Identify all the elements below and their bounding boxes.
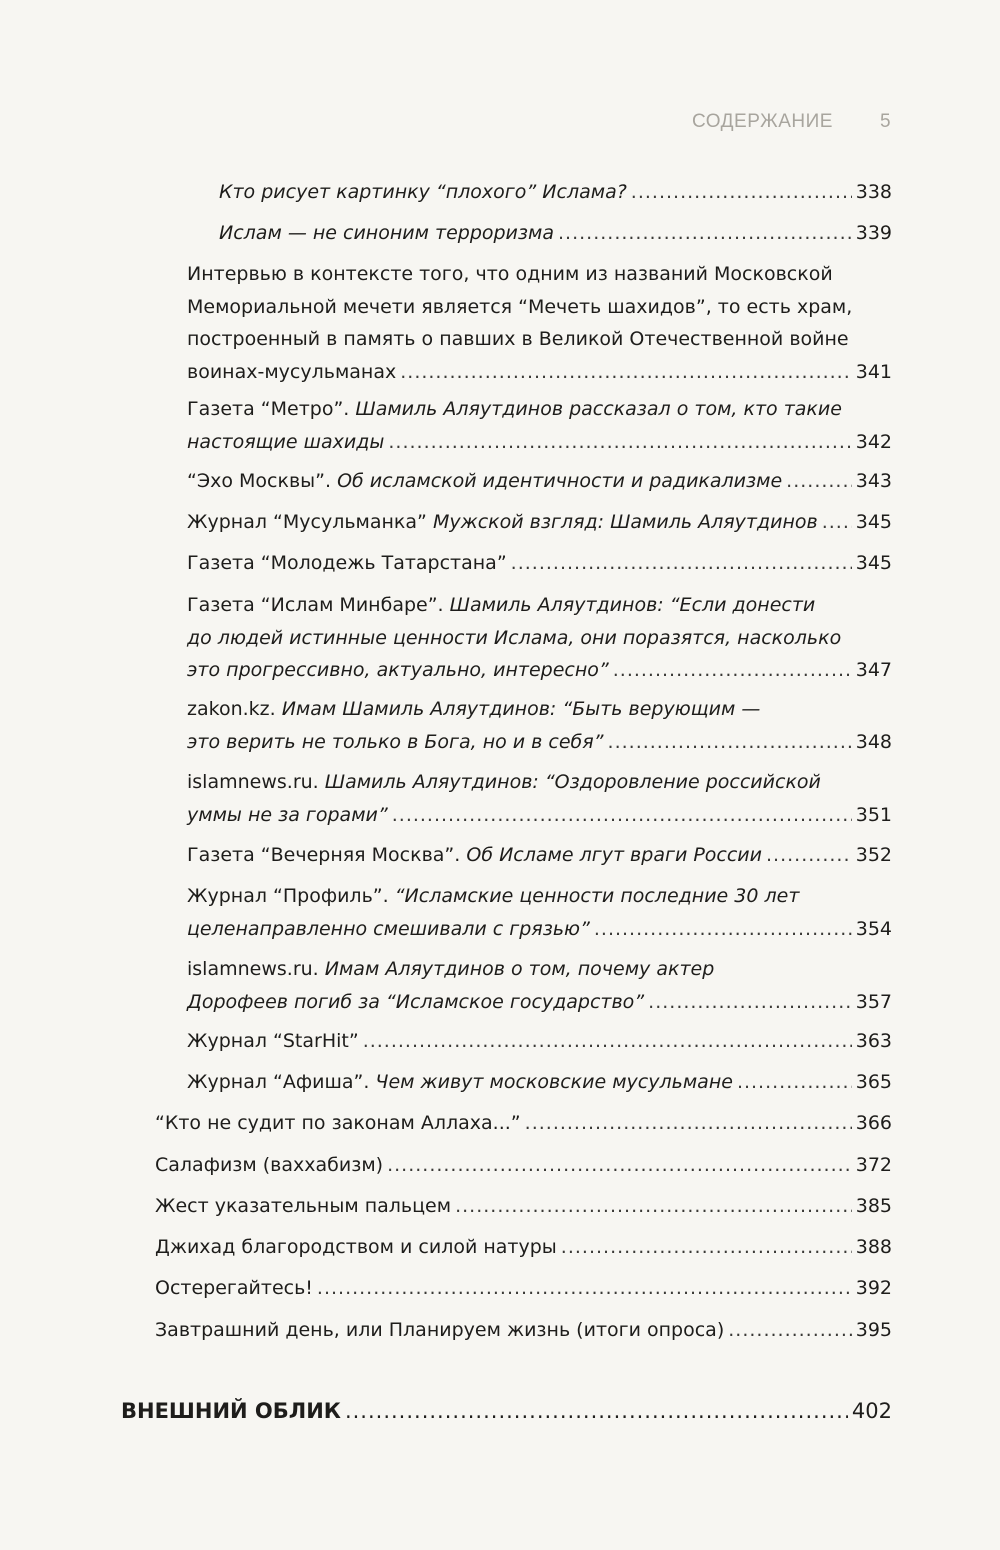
page-ref: 348	[855, 730, 892, 753]
leader-dots	[363, 1025, 852, 1058]
leader-dots	[728, 1314, 851, 1347]
toc-entry[interactable]	[219, 176, 892, 209]
leader-dots	[561, 1231, 852, 1264]
page-ref: 341	[855, 360, 892, 383]
page-ref: 351	[855, 803, 892, 826]
entry-title: Шамиль Аляутдинов рассказал о том, кто такие	[355, 398, 842, 420]
page-ref: 354	[855, 917, 892, 940]
toc-entry[interactable]	[155, 1272, 892, 1305]
leader-dots	[766, 839, 852, 872]
entry-source: Газета “Метро”.	[187, 398, 350, 420]
toc-entry[interactable]	[155, 1149, 892, 1182]
entry-title: это прогрессивно, актуально, интересно”	[187, 659, 609, 681]
entry-source: islamnews.ru.	[187, 958, 319, 980]
page-ref: 343	[855, 470, 892, 492]
entry-title: Об Исламе лгут враги России	[466, 844, 763, 866]
entry-title: Шамиль Аляутдинов: “Если донести	[449, 594, 816, 616]
leader-dots	[400, 356, 852, 389]
page-ref: 385	[855, 1195, 892, 1217]
leader-dots	[648, 986, 852, 1019]
entry-source: Газета “Вечерняя Москва”.	[187, 844, 461, 866]
toc-entry[interactable]	[155, 1190, 892, 1223]
entry-line	[187, 693, 892, 726]
entry-title: Дорофеев погиб за “Исламское государство”	[187, 990, 645, 1013]
page-ref: 352	[855, 844, 892, 866]
entry-title: Завтрашний день, или Планируем жизнь (итоги опроса)	[155, 1319, 725, 1341]
leader-dots	[737, 1066, 852, 1099]
entry-line	[187, 766, 892, 799]
toc-entry[interactable]	[187, 953, 892, 1018]
page-ref: 366	[855, 1112, 892, 1134]
entry-title: Имам Аляутдинов о том, почему актер	[324, 958, 715, 980]
leader-dots	[455, 1190, 852, 1223]
page-ref: 345	[855, 511, 892, 533]
entry-source: Газета “Ислам Минбаре”.	[187, 594, 444, 616]
page-ref: 338	[855, 181, 892, 203]
entry-source: Газета “Молодежь Татарстана”	[187, 552, 507, 574]
entry-title: “Кто не судит по законам Аллаха...”	[155, 1112, 521, 1134]
toc-entry[interactable]	[187, 1025, 892, 1058]
entry-line: воинах-мусульманах	[187, 360, 397, 383]
page-ref: 363	[855, 1030, 892, 1052]
leader-dots	[631, 176, 852, 209]
entry-title: Имам Шамиль Аляутдинов: “Быть верующим —	[281, 698, 761, 720]
running-head-page-number: 5	[880, 111, 892, 132]
toc-entry[interactable]	[219, 217, 892, 250]
page-ref: 339	[855, 222, 892, 244]
leader-dots	[608, 726, 852, 759]
entry-title: настоящие шахиды	[187, 430, 385, 453]
entry-line	[187, 880, 892, 913]
entry-title: до людей истинные ценности Ислама, они поразятся, насколько	[187, 626, 842, 649]
entry-title: Мужской взгляд: Шамиль Аляутдинов	[432, 511, 818, 533]
leader-dots	[345, 1399, 848, 1423]
leader-dots	[822, 506, 852, 539]
entry-title: Об исламской идентичности и радикализме	[337, 470, 783, 492]
leader-dots	[511, 547, 852, 580]
entry-line	[187, 589, 892, 622]
entry-source: “Эхо Москвы”.	[187, 470, 332, 492]
leader-dots	[558, 217, 852, 250]
toc-entry[interactable]	[187, 547, 892, 580]
toc-entry[interactable]	[155, 1314, 892, 1347]
leader-dots	[613, 654, 852, 687]
running-head-title: СОДЕРЖАНИЕ	[692, 111, 833, 132]
toc-entry[interactable]	[187, 766, 892, 831]
entry-title: это верить не только в Бога, но и в себя”	[187, 730, 604, 753]
entry-title: Джихад благородством и силой натуры	[155, 1236, 557, 1258]
page-ref: 345	[855, 552, 892, 574]
entry-title: Кто рисует картинку “плохого” Ислама?	[219, 181, 627, 203]
page-ref: 372	[855, 1154, 892, 1176]
entry-title: Салафизм (ваххабизм)	[155, 1154, 384, 1176]
leader-dots	[387, 1149, 852, 1182]
entry-source: islamnews.ru.	[187, 771, 319, 793]
entry-title: Ислам — не синоним терроризма	[219, 222, 554, 244]
toc-entry[interactable]	[187, 839, 892, 872]
page-ref: 388	[855, 1236, 892, 1258]
entry-title: Чем живут московские мусульмане	[375, 1071, 733, 1093]
page-ref: 365	[855, 1071, 892, 1093]
leader-dots	[388, 426, 851, 459]
entry-line: Интервью в контексте того, что одним из названий Московской	[187, 263, 833, 285]
entry-line	[187, 953, 892, 986]
entry-source: Журнал “Мусульманка”	[187, 511, 427, 533]
toc-entry[interactable]	[187, 258, 892, 388]
entry-source: Журнал “Афиша”.	[187, 1071, 370, 1093]
entry-title: Остерегайтесь!	[155, 1277, 313, 1299]
entry-source: Журнал “Профиль”.	[187, 885, 389, 907]
page-ref: 402	[851, 1399, 892, 1423]
entry-title: целенаправленно смешивали с грязью”	[187, 917, 590, 940]
toc-entry[interactable]	[187, 465, 892, 498]
leader-dots	[392, 799, 852, 832]
toc-entry[interactable]	[187, 880, 892, 945]
entry-line: Мемориальной мечети является “Мечеть шахидов”, то есть храм,	[187, 295, 853, 318]
page-ref: 342	[855, 430, 892, 453]
leader-dots	[525, 1107, 852, 1140]
toc-entry[interactable]	[187, 393, 892, 458]
entry-title: Жест указательным пальцем	[155, 1195, 452, 1217]
page-ref: 395	[855, 1319, 892, 1341]
page-ref: 357	[855, 990, 892, 1013]
toc-entry[interactable]	[187, 1066, 892, 1099]
toc-chapter-entry[interactable]	[121, 1399, 892, 1423]
entry-source: Журнал “StarHit”	[187, 1030, 359, 1052]
page-ref: 347	[855, 659, 892, 681]
entry-line	[187, 393, 892, 426]
chapter-title: ВНЕШНИЙ ОБЛИК	[121, 1399, 341, 1423]
page-ref: 392	[855, 1277, 892, 1299]
entry-source: zakon.kz.	[187, 698, 276, 720]
entry-title: “Исламские ценности последние 30 лет	[394, 885, 800, 907]
toc-entry[interactable]	[187, 506, 892, 539]
toc-entry[interactable]	[187, 693, 892, 758]
leader-dots	[786, 465, 852, 498]
leader-dots	[317, 1272, 852, 1305]
entry-line: построенный в память о павших в Великой Отечественной войне	[187, 328, 849, 350]
toc-entry[interactable]	[187, 589, 892, 687]
entry-title: уммы не за горами”	[187, 803, 388, 826]
entry-title: Шамиль Аляутдинов: “Оздоровление российской	[324, 771, 821, 793]
leader-dots	[594, 913, 852, 946]
toc-entry[interactable]	[155, 1107, 892, 1140]
toc-entry[interactable]	[155, 1231, 892, 1264]
